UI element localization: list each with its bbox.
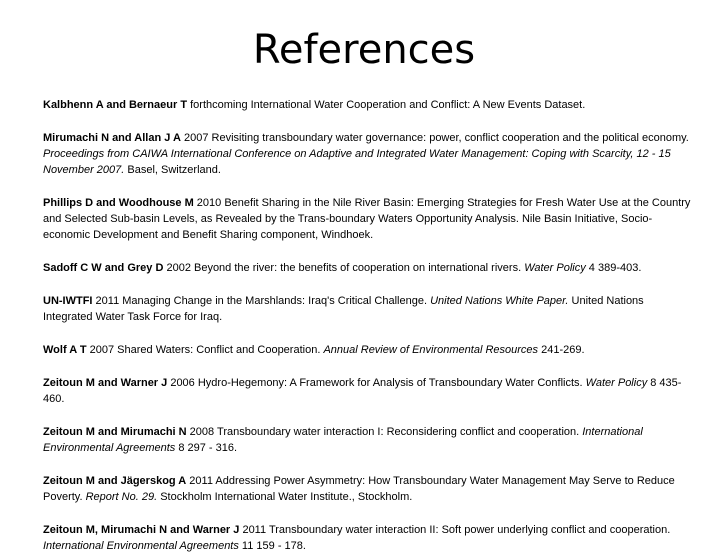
reference-details: 8 297 - 316. xyxy=(175,442,238,454)
reference-authors: Zeitoun M and Jägerskog A xyxy=(43,475,187,487)
reference-item xyxy=(43,375,693,407)
reference-text: 2006 Hydro-Hegemony: A Framework for Analysis of Transboundary Water Conflicts. xyxy=(167,377,586,389)
reference-authors: Mirumachi N and Allan J A xyxy=(43,132,181,144)
reference-authors: Zeitoun M and Mirumachi N xyxy=(43,426,187,438)
reference-source: United Nations White Paper. xyxy=(430,295,569,307)
reference-source: International Environmental Agreements xyxy=(43,540,239,552)
reference-source: International Environmental Agreements xyxy=(43,426,643,454)
reference-item xyxy=(43,97,693,113)
reference-text: 2002 Beyond the river: the benefits of cooperation on international rivers. xyxy=(163,262,525,274)
reference-source: Water Policy xyxy=(524,262,586,274)
slide-title: References xyxy=(252,27,476,73)
reference-text: 2011 Addressing Power Asymmetry: How Transboundary Water Management May Serve to Reduce Poverty. xyxy=(43,475,675,503)
reference-details: Basel, Switzerland. xyxy=(124,164,221,176)
reference-item xyxy=(43,260,693,276)
reference-text: 2010 Benefit Sharing in the Nile River Basin: Emerging Strategies for Fresh Water Use at the Country and Selected Sub-basin Levels, as Revealed by the Trans-boundary Waters Opportunity Analysis. Nile Basin Initiative, Socio-economic Development and Benefit Sharing component, Windhoek. xyxy=(43,197,691,241)
reference-text: 2011 Managing Change in the Marshlands: Iraq's Critical Challenge. xyxy=(92,295,431,307)
reference-details: 8 435-460. xyxy=(43,377,682,405)
reference-source: Annual Review of Environmental Resources xyxy=(323,344,539,356)
reference-text: 2011 Transboundary water interaction II: Soft power underlying conflict and cooperation. xyxy=(239,524,671,536)
reference-authors: Sadoff C W and Grey D xyxy=(43,262,164,274)
reference-details: 11 159 - 178. xyxy=(238,540,306,552)
reference-authors: Phillips D and Woodhouse M xyxy=(43,197,194,209)
reference-item xyxy=(43,473,693,505)
reference-text: 2008 Transboundary water interaction I: Reconsidering conflict and cooperation. xyxy=(186,426,583,438)
reference-item xyxy=(43,195,693,243)
reference-item xyxy=(43,293,693,325)
reference-authors: Kalbhenn A and Bernaeur T xyxy=(43,99,188,111)
reference-source: Proceedings from CAIWA International Conference on Adaptive and Integrated Water Management: Coping with Scarcity, 12 - 15 November 2007. xyxy=(43,148,671,176)
reference-text: 2007 Shared Waters: Conflict and Cooperation. xyxy=(86,344,324,356)
reference-item xyxy=(43,130,693,178)
reference-authors: UN-IWTFI xyxy=(43,295,93,307)
reference-details: 241-269. xyxy=(538,344,585,356)
reference-item xyxy=(43,424,693,456)
reference-details: Stockholm International Water Institute., Stockholm. xyxy=(157,491,413,503)
reference-item xyxy=(43,522,693,554)
reference-text: forthcoming International Water Cooperation and Conflict: A New Events Dataset. xyxy=(187,99,586,111)
reference-details: United Nations Integrated Water Task Force for Iraq. xyxy=(43,295,644,323)
reference-authors: Zeitoun M, Mirumachi N and Warner J xyxy=(43,524,240,536)
reference-source: Report No. 29. xyxy=(85,491,158,503)
reference-authors: Wolf A T xyxy=(43,344,87,356)
reference-list xyxy=(43,97,693,554)
reference-text: 2007 Revisiting transboundary water governance: power, conflict cooperation and the political economy. xyxy=(180,132,689,144)
reference-authors: Zeitoun M and Warner J xyxy=(43,377,168,389)
reference-source: Water Policy xyxy=(585,377,648,389)
reference-item xyxy=(43,342,693,358)
reference-details: 4 389-403. xyxy=(585,262,642,274)
